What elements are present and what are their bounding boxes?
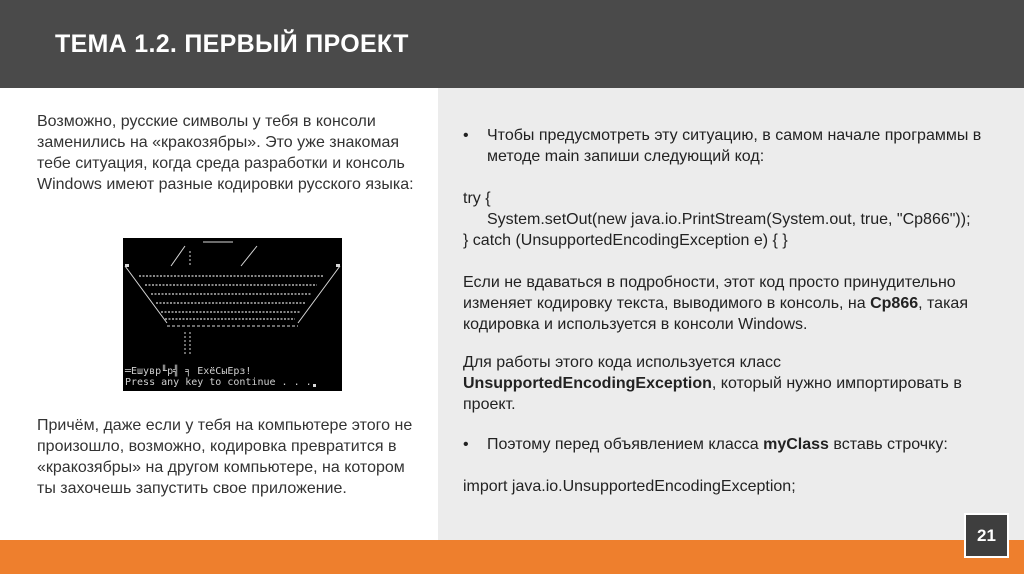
art-left-slant: [171, 246, 185, 266]
import-line: import java.io.UnsupportedEncodingException;: [463, 478, 796, 495]
page-number: 21: [964, 513, 1009, 558]
art-funnel-right: [298, 266, 340, 323]
slide-title: ТЕМА 1.2. ПЕРВЫЙ ПРОЕКТ: [55, 30, 409, 58]
art-corner-right: [336, 264, 340, 267]
header-bar: [0, 0, 1024, 88]
bullet-1-text: Чтобы предусмотреть эту ситуацию, в самом начале программы в методе main запиши следующий код:: [487, 127, 982, 165]
code-line-3: } catch (UnsupportedEncodingException e) { }: [463, 232, 788, 249]
bullet-1-marker: •: [463, 127, 469, 144]
footer-bar: [0, 540, 1024, 574]
art-corner-left: [125, 264, 129, 267]
art-right-slant: [241, 246, 257, 266]
explanation-2-text-a: Для работы этого кода используется класс: [463, 354, 781, 371]
left-paragraph-2: Причём, даже если у тебя на компьютере этого не произошло, возможно, кодировка превратится в «кракозябры» на другом компьютере, на котором ты захочешь запустить свое приложение.: [37, 417, 413, 497]
console-press-any-key: Press any key to continue . . .: [125, 377, 312, 388]
art-funnel-left: [125, 266, 167, 323]
console-output-garbled: ═Ешувр╙р╣ ╕ ЕхёСыЕрз!: [125, 366, 252, 377]
exception-class-bold: UnsupportedEncodingException: [463, 375, 712, 392]
cp866-bold: Cp866: [870, 295, 919, 312]
bullet-2-text: [487, 434, 1007, 455]
explanation-2-text-b: , который нужно импортировать в проект.: [463, 375, 962, 413]
left-paragraph-1: Возможно, русские символы у тебя в консоли заменились на «кракозябры». Это уже знакомая тебе ситуация, когда среда разработки и консоль Windows имеют разные кодировки русского языка:: [37, 113, 414, 193]
code-line-1: try {: [463, 190, 491, 207]
bullet-2-text-b: вставь строчку:: [828, 436, 948, 453]
explanation-1-text-a: Если не вдаваться в подробности, этот код просто принудительно изменяет кодировку текста, выводимого в консоль, на: [463, 274, 956, 312]
explanation-1-text-b: , такая кодировка и используется в консоли Windows.: [463, 295, 968, 333]
art-cursor: [313, 384, 316, 387]
bullet-2-marker: •: [463, 436, 469, 453]
code-line-2: System.setOut(new java.io.PrintStream(System.out, true, "Cp866"));: [487, 211, 971, 228]
explanation-paragraph-2: [463, 352, 1008, 415]
myclass-bold: myClass: [763, 436, 829, 453]
explanation-paragraph-1: [463, 272, 1008, 335]
bullet-2-text-a: Поэтому перед объявлением класса: [487, 436, 764, 453]
